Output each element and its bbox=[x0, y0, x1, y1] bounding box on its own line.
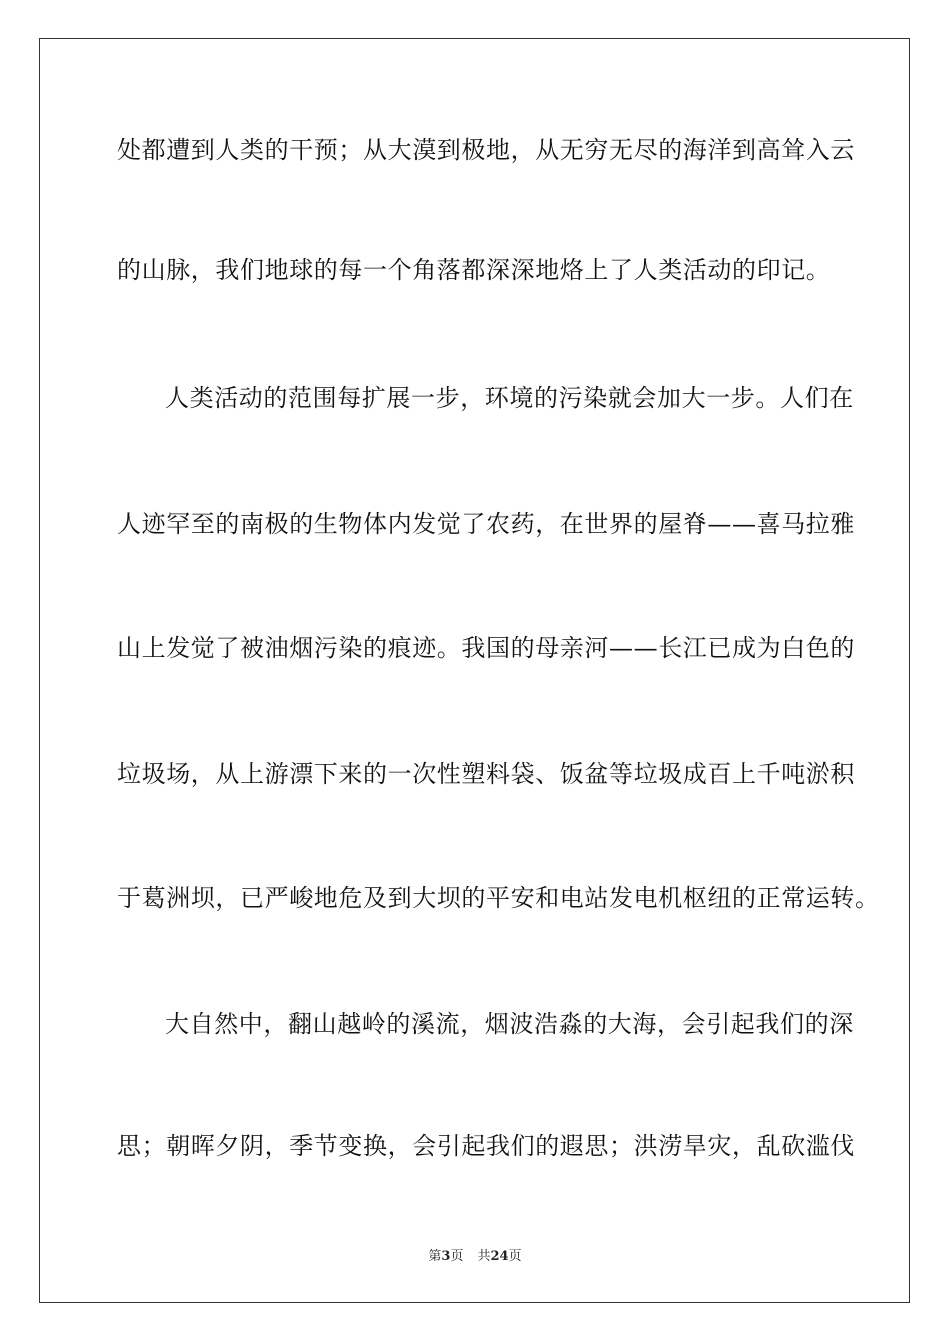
page-footer bbox=[0, 1248, 950, 1266]
text-line-4: 人迹罕至的南极的生物体内发觉了农药，在世界的屋脊——喜马拉雅 bbox=[117, 510, 855, 538]
text-line-9: 思；朝晖夕阴，季节变换，会引起我们的遐思；洪涝旱灾，乱砍滥伐 bbox=[117, 1132, 855, 1160]
page-number: 3 bbox=[441, 1249, 451, 1264]
text-line-6: 垃圾场，从上游漂下来的一次性塑料袋、饭盆等垃圾成百上千吨淤积 bbox=[117, 760, 855, 788]
paragraph-start-line: 大自然中，翻山越岭的溪流，烟波浩淼的大海，会引起我们的深 bbox=[165, 1010, 854, 1038]
total-prefix: 共 bbox=[477, 1249, 491, 1264]
text-line-5: 山上发觉了被油烟污染的痕迹。我国的母亲河——长江已成为白色的 bbox=[117, 634, 855, 662]
page-prefix: 第 bbox=[428, 1249, 442, 1264]
total-suffix: 页 bbox=[508, 1249, 522, 1264]
text-line-1: 处都遭到人类的干预；从大漠到极地，从无穷无尽的海洋到高耸入云 bbox=[117, 136, 855, 164]
text-line-2: 的山脉，我们地球的每一个角落都深深地烙上了人类活动的印记。 bbox=[117, 256, 831, 284]
page-suffix: 页 bbox=[450, 1249, 464, 1264]
paragraph-start-line: 人类活动的范围每扩展一步，环境的污染就会加大一步。人们在 bbox=[165, 384, 854, 412]
total-pages: 24 bbox=[490, 1249, 509, 1264]
page-border bbox=[39, 38, 910, 1303]
text-line-7: 于葛洲坝，已严峻地危及到大坝的平安和电站发电机枢纽的正常运转。 bbox=[117, 884, 880, 912]
